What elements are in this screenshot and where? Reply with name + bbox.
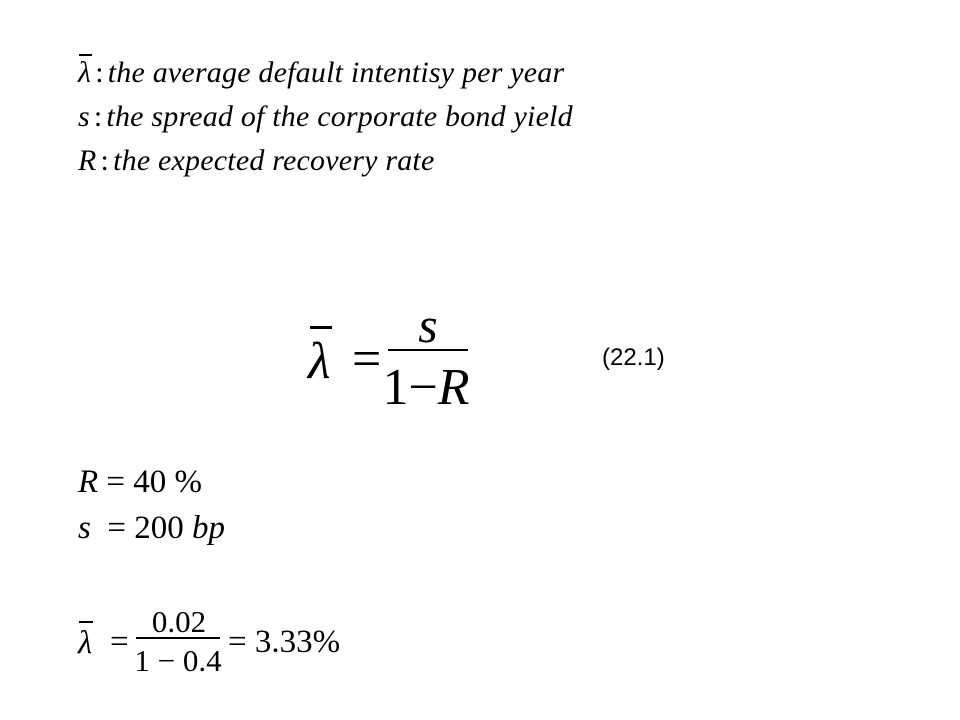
computation-lhs-lambda: λ: [78, 625, 93, 661]
definition-separator: :: [95, 56, 104, 89]
formula-lhs-lambda: λ: [308, 333, 331, 390]
computation-result: = 3.33%: [228, 624, 341, 660]
denominator-minus: −: [408, 359, 438, 416]
given-s-unit: bp: [191, 510, 225, 546]
definition-separator: :: [93, 100, 103, 133]
given-r: [78, 466, 202, 499]
given-s-equals: =: [107, 510, 126, 546]
s-symbol: s: [78, 100, 90, 133]
given-r-value: 40 %: [133, 464, 203, 500]
denominator-one: 1: [382, 359, 409, 416]
formula-denominator: [376, 358, 476, 417]
computation-denominator: 1 − 0.4: [134, 643, 222, 678]
definition-separator: :: [100, 144, 110, 177]
denominator-r: R: [437, 359, 470, 416]
main-formula: [308, 297, 470, 416]
definition-s: [78, 102, 573, 132]
given-r-equals: =: [106, 464, 126, 500]
definition-text: the spread of the corporate bond yield: [106, 100, 573, 133]
formula-equals: =: [352, 331, 382, 388]
definition-text: the expected recovery rate: [113, 144, 435, 177]
definition-r: [78, 146, 434, 176]
given-r-symbol: R: [78, 464, 99, 500]
computation-equals: =: [110, 624, 129, 660]
equation-number: (22.1): [602, 344, 665, 371]
fraction-bar: [388, 349, 468, 351]
given-s-number: 200: [134, 510, 184, 546]
computation-numerator: 0.02: [151, 604, 207, 639]
lambda-bar-symbol: λ: [78, 56, 92, 89]
r-symbol: R: [78, 144, 97, 177]
given-s: [78, 512, 225, 545]
given-s-symbol: s: [78, 510, 91, 546]
computation: [78, 606, 358, 676]
definition-lambda: [78, 58, 564, 88]
formula-numerator: s: [418, 297, 438, 353]
definition-text: the average default intentisy per year: [107, 56, 565, 89]
fraction-bar: [136, 637, 220, 639]
